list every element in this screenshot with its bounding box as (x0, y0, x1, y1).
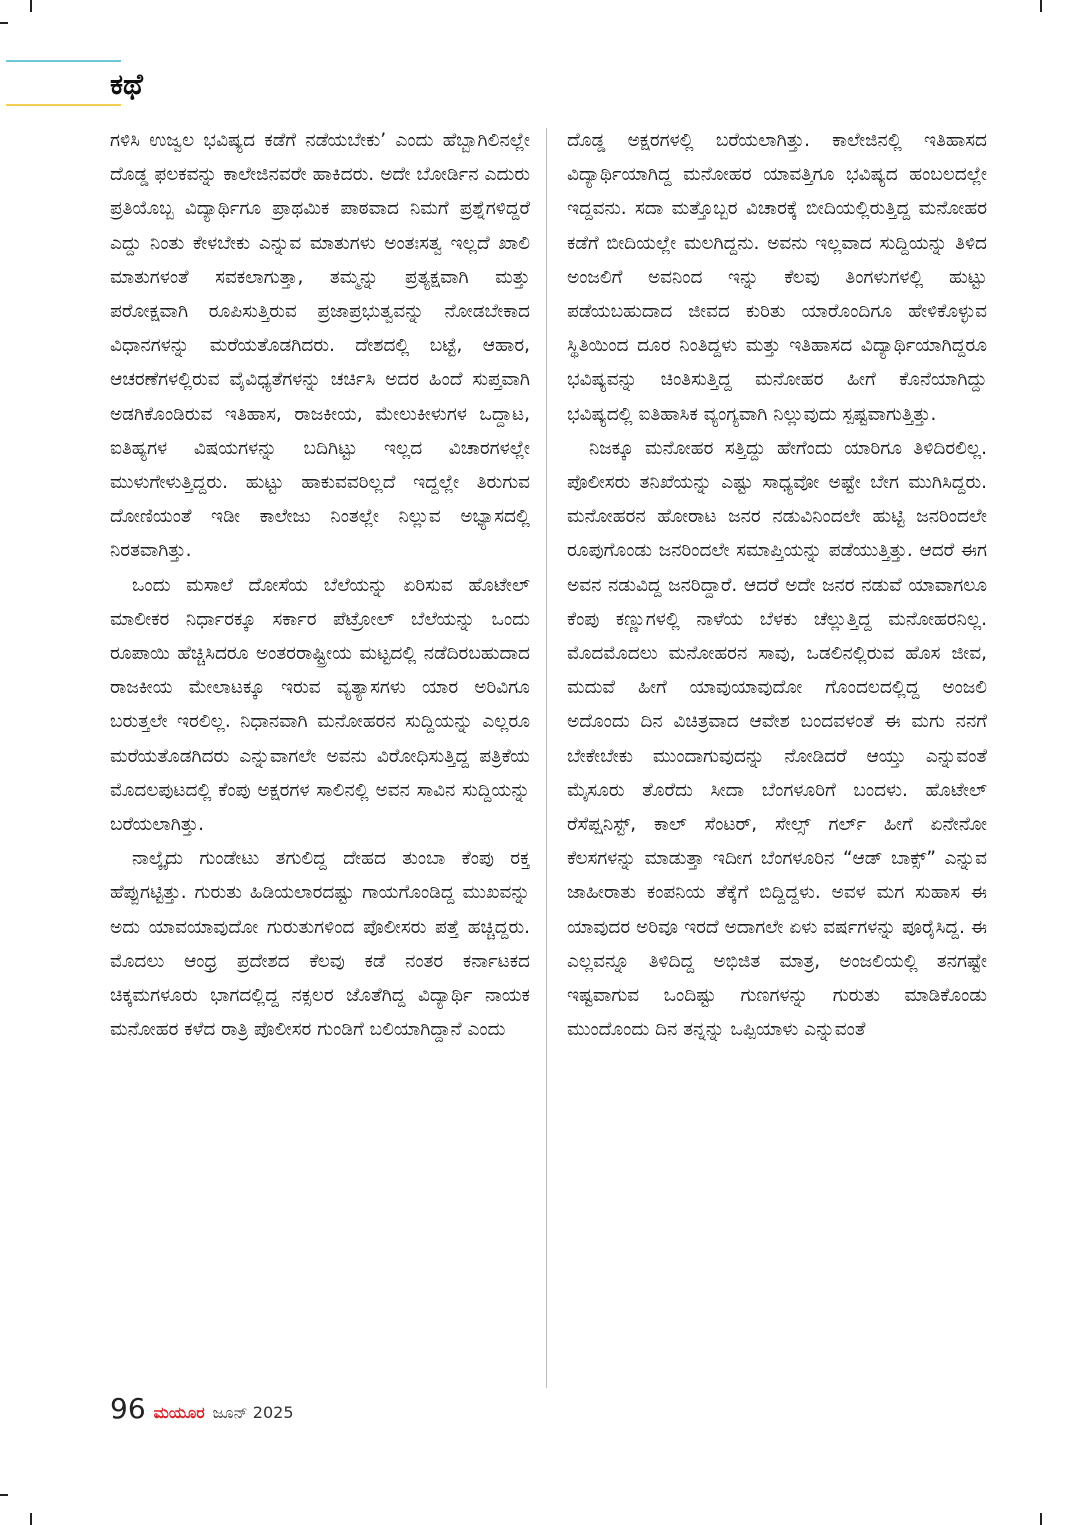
article-column-right (567, 124, 987, 1384)
page-footer (110, 1392, 294, 1430)
section-label: ಕಥೆ (110, 67, 143, 101)
crop-mark-bottom-left (30, 1513, 32, 1525)
crop-mark-bottom-right (1040, 1513, 1042, 1525)
crop-mark-left-upper (0, 22, 8, 24)
paragraph: ಒಂದು ಮಸಾಲೆ ದೋಸೆಯ ಬೆಲೆಯನ್ನು ಏರಿಸುವ ಹೊಟೇಲ್ ಮಾಲೀಕರ ನಿರ್ಧಾರಕ್ಕೂ ಸರ್ಕಾರ ಪೆಟ್ರೋಲ್ ಬೆಲೆಯನ್ನು ಒಂದು ರೂಪಾಯಿ ಹೆಚ್ಚಿಸಿದರೂ ಅಂತರರಾಷ್ಟ್ರೀಯ ಮಟ್ಟದಲ್ಲಿ ನಡೆದಿರಬಹುದಾದ ರಾಜಕೀಯ ಮೇಲಾಟಕ್ಕೂ ಇರುವ ವ್ಯತ್ಯಾಸಗಳು ಯಾರ ಅರಿವಿಗೂ ಬರುತ್ತಲೇ ಇರಲಿಲ್ಲ. ನಿಧಾನವಾಗಿ ಮನೋಹರನ ಸುದ್ದಿಯನ್ನು ಎಲ್ಲರೂ ಮರೆಯತೊಡಗಿದರು ಎನ್ನುವಾಗಲೇ ಅವನು ವಿರೋಧಿಸುತ್ತಿದ್ದ ಪತ್ರಿಕೆಯ ಮೊದಲಪುಟದಲ್ಲಿ ಕೆಂಪು ಅಕ್ಷರಗಳ ಸಾಲಿನಲ್ಲಿ ಅವನ ಸಾವಿನ ಸುದ್ದಿಯನ್ನು ಬರೆಯಲಾಗಿತ್ತು. (110, 574, 530, 836)
crop-mark-left-lower (0, 1494, 8, 1496)
paragraph: ನಾಲ್ಕೈದು ಗುಂಡೇಟು ತಗುಲಿದ್ದ ದೇಹದ ತುಂಬಾ ಕೆಂಪು ರಕ್ತ ಹೆಪ್ಪುಗಟ್ಟಿತ್ತು. ಗುರುತು ಹಿಡಿಯಲಾರದಷ್ಟು ಗಾಯಗೊಂಡಿದ್ದ ಮುಖವನ್ನು ಅದು ಯಾವಯಾವುದೋ ಗುರುತುಗಳಿಂದ ಪೊಲೀಸರು ಪತ್ತೆ ಹಚ್ಚಿದ್ದರು. ಮೊದಲು ಆಂಧ್ರ ಪ್ರದೇಶದ ಕೆಲವು ಕಡೆ ನಂತರ ಕರ್ನಾಟಕದ ಚಿಕ್ಕಮಗಳೂರು ಭಾಗದಲ್ಲಿದ್ದ ನಕ್ಸಲರ ಜೊತೆಗಿದ್ದ ವಿದ್ಯಾರ್ಥಿ ನಾಯಕ ಮನೋಹರ ಕಳೆದ ರಾತ್ರಿ ಪೊಲೀಸರ ಗುಂಡಿಗೆ ಬಲಿಯಾಗಿದ್ದಾನೆ ಎಂದು (110, 848, 530, 1041)
header-rule-top (6, 60, 121, 62)
magazine-logo: ಮಯೂರ (153, 1403, 205, 1422)
header-rule-bottom (6, 104, 121, 106)
article-column-left (110, 124, 530, 1384)
paragraph: ಗಳಿಸಿ ಉಜ್ವಲ ಭವಿಷ್ಯದ ಕಡೆಗೆ ನಡೆಯಬೇಕು’ ಎಂದು ಹೆಬ್ಬಾಗಿಲಿನಲ್ಲೇ ದೊಡ್ಡ ಫಲಕವನ್ನು ಕಾಲೇಜಿನವರೇ ಹಾಕಿದರು. ಅದೇ ಬೋರ್ಡಿನ ಎದುರು ಪ್ರತಿಯೊಬ್ಬ ವಿದ್ಯಾರ್ಥಿಗೂ ಪ್ರಾಥಮಿಕ ಪಾಠವಾದ ನಿಮಗೆ ಪ್ರಶ್ನೆಗಳಿದ್ದರೆ ಎದ್ದು ನಿಂತು ಕೇಳಬೇಕು ಎನ್ನುವ ಮಾತುಗಳು ಅಂತಃಸತ್ವ ಇಲ್ಲದೆ ಖಾಲಿ ಮಾತುಗಳಂತೆ ಸವಕಲಾಗುತ್ತಾ, ತಮ್ಮನ್ನು ಪ್ರತ್ಯಕ್ಷವಾಗಿ ಮತ್ತು ಪರೋಕ್ಷವಾಗಿ ರೂಪಿಸುತ್ತಿರುವ ಪ್ರಜಾಪ್ರಭುತ್ವವನ್ನು ನೋಡಬೇಕಾದ ವಿಧಾನಗಳನ್ನು ಮರೆಯತೊಡಗಿದರು. ದೇಶದಲ್ಲಿ ಬಟ್ಟೆ, ಆಹಾರ, ಆಚರಣೆಗಳಲ್ಲಿರುವ ವೈವಿಧ್ಯತೆಗಳನ್ನು ಚರ್ಚಿಸಿ ಅದರ ಹಿಂದೆ ಸುಪ್ತವಾಗಿ ಅಡಗಿಕೊಂಡಿರುವ ಇತಿಹಾಸ, ರಾಜಕೀಯ, ಮೇಲುಕೀಳುಗಳ ಒದ್ದಾಟ, ಐತಿಹ್ಯಗಳ ವಿಷಯಗಳನ್ನು ಬದಿಗಿಟ್ಟು ಇಲ್ಲದ ವಿಚಾರಗಳಲ್ಲೇ ಮುಳುಗೇಳುತ್ತಿದ್ದರು. ಹುಟ್ಟು ಹಾಕುವವರಿಲ್ಲದೆ ಇದ್ದಲ್ಲೇ ತಿರುಗುವ ದೋಣಿಯಂತೆ ಇಡೀ ಕಾಲೇಜು ನಿಂತಲ್ಲೇ ನಿಲ್ಲುವ ಅಭ್ಯಾಸದಲ್ಲಿ ನಿರತವಾಗಿತ್ತು. (110, 130, 530, 562)
page-number: 96 (110, 1392, 146, 1425)
paragraph: ನಿಜಕ್ಕೂ ಮನೋಹರ ಸತ್ತಿದ್ದು ಹೇಗೆಂದು ಯಾರಿಗೂ ತಿಳಿದಿರಲಿಲ್ಲ. ಪೊಲೀಸರು ತನಿಖೆಯನ್ನು ಎಷ್ಟು ಸಾಧ್ಯವೋ ಅಷ್ಟೇ ಬೇಗ ಮುಗಿಸಿದ್ದರು. ಮನೋಹರನ ಹೋರಾಟ ಜನರ ನಡುವಿನಿಂದಲೇ ಹುಟ್ಟಿ ಜನರಿಂದಲೇ ರೂಪುಗೊಂಡು ಜನರಿಂದಲೇ ಸಮಾಪ್ತಿಯನ್ನು ಪಡೆಯುತ್ತಿತ್ತು. ಆದರೆ ಈಗ ಅವನ ನಡುವಿದ್ದ ಜನರಿದ್ದಾರೆ. ಆದರೆ ಅದೇ ಜನರ ನಡುವೆ ಯಾವಾಗಲೂ ಕೆಂಪು ಕಣ್ಣುಗಳಲ್ಲಿ ನಾಳೆಯ ಬೆಳಕು ಚೆಲ್ಲುತ್ತಿದ್ದ ಮನೋಹರನಿಲ್ಲ. ಮೊದಮೊದಲು ಮನೋಹರನ ಸಾವು, ಒಡಲಿನಲ್ಲಿರುವ ಹೊಸ ಜೀವ, ಮದುವೆ ಹೀಗೆ ಯಾವುಯಾವುದೋ ಗೊಂದಲದಲ್ಲಿದ್ದ ಅಂಜಲಿ ಅದೊಂದು ದಿನ ವಿಚಿತ್ರವಾದ ಆವೇಶ ಬಂದವಳಂತೆ ಈ ಮಗು ನನಗೆ ಬೇಕೇಬೇಕು ಮುಂದಾಗುವುದನ್ನು ನೋಡಿದರೆ ಆಯ್ತು ಎನ್ನುವಂತೆ ಮೈಸೂರು ತೊರೆದು ಸೀದಾ ಬೆಂಗಳೂರಿಗೆ ಬಂದಳು. ಹೊಟೇಲ್ ರೆಸೆಪ್ಷನಿಸ್ಟ್, ಕಾಲ್ ಸೆಂಟರ್, ಸೇಲ್ಸ್ ಗರ್ಲ್ ಹೀಗೆ ಏನೇನೋ ಕೆಲಸಗಳನ್ನು ಮಾಡುತ್ತಾ ಇದೀಗ ಬೆಂಗಳೂರಿನ “ಆಡ್ ಬಾಕ್ಸ್” ಎನ್ನುವ ಜಾಹೀರಾತು ಕಂಪನಿಯ ತೆಕ್ಕೆಗೆ ಬಿದ್ದಿದ್ದಳು. ಅವಳ ಮಗ ಸುಹಾಸ ಈ ಯಾವುದರ ಅರಿವೂ ಇರದೆ ಅದಾಗಲೇ ಏಳು ವರ್ಷಗಳನ್ನು ಪೂರೈಸಿದ್ದ. ಈ ಎಲ್ಲವನ್ನೂ ತಿಳಿದಿದ್ದ ಅಭಿಜಿತ ಮಾತ್ರ, ಅಂಜಲಿಯಲ್ಲಿ ತನಗಷ್ಟೇ ಇಷ್ಟವಾಗುವ ಒಂದಿಷ್ಟು ಗುಣಗಳನ್ನು ಗುರುತು ಮಾಡಿಕೊಂಡು ಮುಂದೊಂದು ದಿನ ತನ್ನನ್ನು ಒಪ್ಪಿಯಾಳು ಎನ್ನುವಂತೆ (567, 437, 987, 1041)
issue-date: ಜೂನ್ 2025 (212, 1403, 294, 1422)
crop-mark-top-right (1040, 0, 1042, 12)
crop-mark-top-left (30, 0, 32, 12)
paragraph: ದೊಡ್ಡ ಅಕ್ಷರಗಳಲ್ಲಿ ಬರೆಯಲಾಗಿತ್ತು. ಕಾಲೇಜಿನಲ್ಲಿ ಇತಿಹಾಸದ ವಿದ್ಯಾರ್ಥಿಯಾಗಿದ್ದ ಮನೋಹರ ಯಾವತ್ತಿಗೂ ಭವಿಷ್ಯದ ಹಂಬಲದಲ್ಲೇ ಇದ್ದವನು. ಸದಾ ಮತ್ತೊಬ್ಬರ ವಿಚಾರಕ್ಕೆ ಬೀದಿಯಲ್ಲಿರುತ್ತಿದ್ದ ಮನೋಹರ ಕಡೆಗೆ ಬೀದಿಯಲ್ಲೇ ಮಲಗಿದ್ದನು. ಅವನು ಇಲ್ಲವಾದ ಸುದ್ದಿಯನ್ನು ತಿಳಿದ ಅಂಜಲಿಗೆ ಅವನಿಂದ ಇನ್ನು ಕೆಲವು ತಿಂಗಳುಗಳಲ್ಲಿ ಹುಟ್ಟು ಪಡೆಯಬಹುದಾದ ಜೀವದ ಕುರಿತು ಯಾರೊಂದಿಗೂ ಹೇಳಿಕೊಳ್ಳುವ ಸ್ಥಿತಿಯಿಂದ ದೂರ ನಿಂತಿದ್ದಳು ಮತ್ತು ಇತಿಹಾಸದ ವಿದ್ಯಾರ್ಥಿಯಾಗಿದ್ದರೂ ಭವಿಷ್ಯವನ್ನು ಚಿಂತಿಸುತ್ತಿದ್ದ ಮನೋಹರ ಹೀಗೆ ಕೊನೆಯಾಗಿದ್ದು ಭವಿಷ್ಯದಲ್ಲಿ ಐತಿಹಾಸಿಕ ವ್ಯಂಗ್ಯವಾಗಿ ನಿಲ್ಲುವುದು ಸ್ಪಷ್ಟವಾಗುತ್ತಿತ್ತು. (567, 130, 987, 425)
column-divider (546, 128, 547, 1388)
